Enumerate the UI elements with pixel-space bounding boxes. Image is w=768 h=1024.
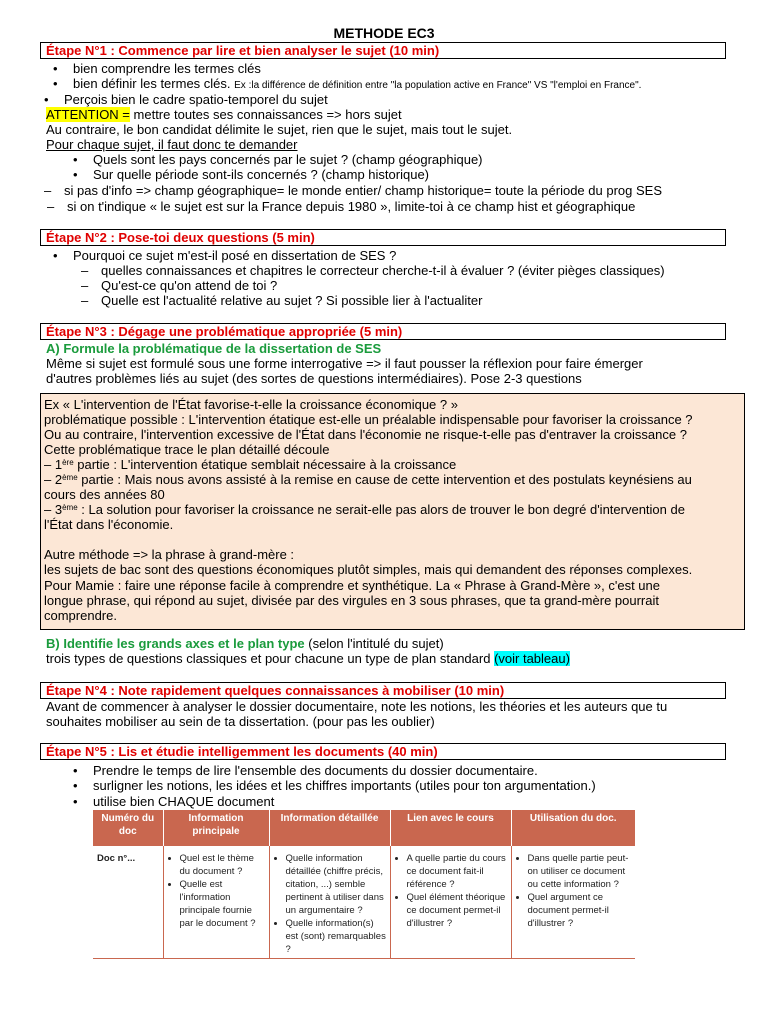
list-item: • A quelle partie du cours ce document fait-il référence ? <box>407 852 508 891</box>
step5-bullet-3: • utilise bien CHAQUE document <box>93 794 274 809</box>
step1-question-2: • Sur quelle période sont-ils concernés ? (champ historique) <box>93 167 429 182</box>
step2-dash-3: – Quelle est l'actualité relative au sujet ? Si possible lier à l'actualiter <box>101 293 482 308</box>
step3-para-a-2: d'autres problèmes liés au sujet (des sortes de questions intermédiaires). Pose 2-3 questions <box>46 371 582 386</box>
table-cell: Doc n°... <box>93 846 163 959</box>
document-analysis-table <box>93 810 635 959</box>
each-subject-line: Pour chaque sujet, il faut donc te demander <box>46 137 298 152</box>
table-header: Numéro du doc <box>93 810 163 846</box>
step2-heading: Étape N°2 : Pose-toi deux questions (5 min) <box>40 229 726 246</box>
step3-para-b: trois types de questions classiques et pour chacune un type de plan standard (voir tableau) <box>46 651 570 666</box>
mamie-label: Pour Mamie : <box>44 578 122 593</box>
table-header: Lien avec le cours <box>390 810 511 846</box>
step3-para-a-1: Même si sujet est formulé sous une forme interrogative => il faut pousser la réflexion pour faire émerger <box>46 356 643 371</box>
step1-bullet-2: • bien définir les termes clés. Ex :la différence de définition entre "la population active en France" VS "l'emploi en France". <box>73 76 641 93</box>
example-mamie-2: longue phrase, qui répond au sujet, divisée par des virgules en 3 sous phrases, que ta grand-mère pourrait <box>44 593 659 608</box>
example-bac-line: les sujets de bac sont des questions économiques plutôt simples, mais qui demandent des réponses complexes. <box>44 562 693 577</box>
step2-bullet: • Pourquoi ce sujet m'est-il posé en dissertation de SES ? <box>73 248 396 263</box>
list-item: • Quelle est l'information principale fournie par le document ? <box>180 878 266 930</box>
step1-dash-1: – si pas d'info => champ géographique= le monde entier/ champ historique= toute la période du prog SES <box>64 183 662 198</box>
table-header-row <box>93 810 635 846</box>
list-item: • Quelle information(s) est (sont) remarquables ? <box>286 917 387 956</box>
list-item: • Quel est le thème du document ? <box>180 852 266 878</box>
example-line-4: Cette problématique trace le plan détaillé découle <box>44 442 330 457</box>
step2-dash-2: – Qu'est-ce qu'on attend de toi ? <box>101 278 277 293</box>
example-part-1: – 1ère partie : L'intervention étatique semblait nécessaire à la croissance <box>44 457 457 472</box>
example-box <box>40 393 745 630</box>
step2-dash-1: – quelles connaissances et chapitres le correcteur cherche-t-il à évaluer ? (éviter pièges classiques) <box>101 263 665 278</box>
example-line-3: Ou au contraire, l'intervention excessive de l'État dans l'économie ne risque-t-elle pas d'entraver la croissance ? <box>44 427 687 442</box>
step5-bullet-1: • Prendre le temps de lire l'ensemble des documents du dossier documentaire. <box>93 763 538 778</box>
list-item: • Dans quelle partie peut-on utiliser ce document ou cette information ? <box>528 852 633 891</box>
example-line-1: Ex « L'intervention de l'État favorise-t-elle la croissance économique ? » <box>44 397 458 412</box>
example-part-2-cont: cours des années 80 <box>44 487 165 502</box>
example-line-2: problématique possible : L'intervention étatique est-elle un préalable indispensable pour favoriser la croissance ? <box>44 412 693 427</box>
example-part-3: – 3ème : La solution pour favoriser la croissance ne serait-elle pas alors de trouver le bon degré d'intervention de <box>44 502 685 517</box>
table-cell <box>390 846 511 959</box>
list-item: • Quelle information détaillée (chiffre précis, citation, ...) semble pertinent à utiliser dans un argumentaire ? <box>286 852 387 917</box>
step4-line-1: Avant de commencer à analyser le dossier documentaire, note les notions, les théories et les auteurs que tu <box>46 699 668 714</box>
example-mamie-3: comprendre. <box>44 608 117 623</box>
table-cell <box>269 846 390 959</box>
step1-heading: Étape N°1 : Commence par lire et bien analyser le sujet (10 min) <box>40 42 726 59</box>
step4-heading: Étape N°4 : Note rapidement quelques connaissances à mobiliser (10 min) <box>40 682 726 699</box>
list-item: • Quel élément théorique ce document permet-il d'illustrer ? <box>407 891 508 930</box>
see-table-link: (voir tableau) <box>494 651 570 666</box>
step1-bullet-1: • bien comprendre les termes clés <box>73 61 261 76</box>
step5-heading: Étape N°5 : Lis et étudie intelligemment les documents (40 min) <box>40 743 726 760</box>
step1-question-1: • Quels sont les pays concernés par le sujet ? (champ géographique) <box>93 152 483 167</box>
step1-bullet-3: • Perçois bien le cadre spatio-temporel du sujet <box>64 92 328 107</box>
example-other-method: Autre méthode => la phrase à grand-mère : <box>44 547 295 562</box>
step4-line-2: souhaites mobiliser au sein de ta dissertation. (pour pas les oublier) <box>46 714 435 729</box>
step3-heading: Étape N°3 : Dégage une problématique appropriée (5 min) <box>40 323 726 340</box>
example-mamie-1: Pour Mamie : faire une réponse facile à comprendre et synthétique. La « Phrase à Grand-Mère », c'est une <box>44 578 660 593</box>
table-header: Information principale <box>163 810 269 846</box>
attention-line: ATTENTION = mettre toutes ses connaissances => hors sujet <box>46 107 402 122</box>
step5-bullet-2: • surligner les notions, les idées et les chiffres importants (utiles pour ton argumentation.) <box>93 778 596 793</box>
step1-dash-2: – si on t'indique « le sujet est sur la France depuis 1980 », limite-toi à ce champ hist et géographique <box>67 199 635 214</box>
table-header: Information détaillée <box>269 810 390 846</box>
contrary-line: Au contraire, le bon candidat délimite le sujet, rien que le sujet, mais tout le sujet. <box>46 122 513 137</box>
table-cell <box>511 846 635 959</box>
page-title: METHODE EC3 <box>333 25 435 41</box>
list-item: • Quel argument ce document permet-il d'illustrer ? <box>528 891 633 930</box>
attention-label: ATTENTION = <box>46 107 130 122</box>
example-part-3-cont: l'État dans l'économie. <box>44 517 174 532</box>
step3-sub-a: A) Formule la problématique de la dissertation de SES <box>46 341 382 356</box>
table-header: Utilisation du doc. <box>511 810 635 846</box>
table-row <box>93 846 635 959</box>
step1-example-note: Ex :la différence de définition entre "la population active en France" VS "l'emploi en France". <box>234 80 642 91</box>
step3-sub-b: B) Identifie les grands axes et le plan type (selon l'intitulé du sujet) <box>46 636 444 651</box>
table-cell <box>163 846 269 959</box>
example-part-2: – 2ème partie : Mais nous avons assisté à la remise en cause de cette intervention et des postulats keynésiens au <box>44 472 692 487</box>
